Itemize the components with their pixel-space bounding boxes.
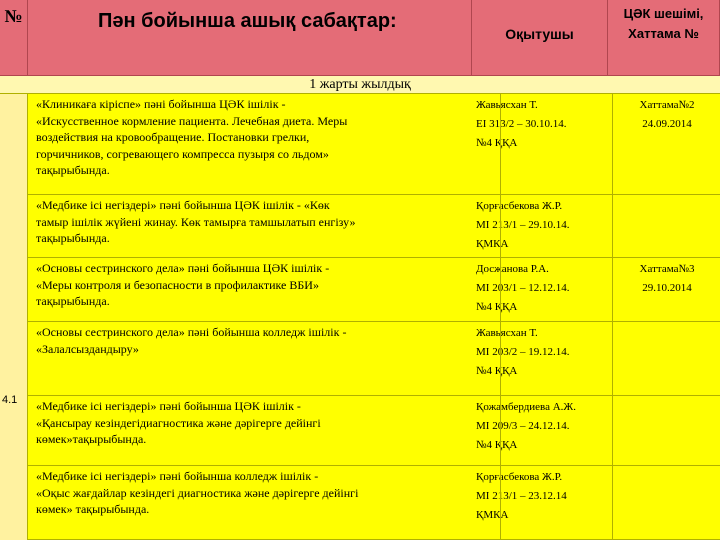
teacher-cell-line: №4 ҚҚА	[476, 137, 518, 149]
lesson-cell-line: тақырыбында.	[36, 231, 110, 245]
lesson-cell-line: тақырыбында.	[36, 163, 110, 177]
header-number: №	[0, 0, 28, 76]
lesson-cell-line: «Искусственное кормление пациента. Лечебная диета. Меры	[36, 113, 348, 128]
decision-cell-line: 24.09.2014	[642, 118, 692, 130]
lesson-cell	[36, 197, 468, 247]
table-row	[28, 466, 720, 540]
decision-cell	[614, 96, 720, 134]
teacher-cell	[476, 96, 606, 153]
header-lessons: Пән бойынша ашық сабақтар:	[28, 0, 472, 76]
lesson-cell	[36, 324, 468, 357]
semester-label: 1 жарты жылдық	[0, 76, 720, 94]
decision-cell-line: Хаттама№2	[639, 99, 695, 111]
lesson-cell	[36, 96, 468, 179]
teacher-cell-line: ҚМКА	[476, 509, 509, 521]
lesson-cell-line: «Медбике ісі негіздері» пәні бойынша колледж ішілік -	[36, 469, 319, 483]
number-column	[0, 94, 28, 540]
table-row	[28, 322, 720, 396]
teacher-cell-line: Қорғасбекова Ж.Р.	[476, 200, 563, 212]
decision-cell-line: 29.10.2014	[642, 282, 692, 294]
lesson-cell-line: тамыр ішілік жүйені жинау. Көк тамырға тамшылатып енгізу»	[36, 214, 356, 229]
decision-cell-line: Хаттама№3	[639, 263, 695, 275]
lesson-cell	[36, 468, 468, 518]
divider-teacher	[500, 94, 501, 540]
lesson-cell-line: көмек» тақырыбында.	[36, 502, 150, 516]
header-decision	[608, 0, 720, 76]
lesson-cell-line: «Клиникаға кіріспе» пәні бойынша ЦӘК ішілік -	[36, 97, 286, 111]
lesson-cell-line: «Меры контроля и безопасности в профилактике ВБИ»	[36, 277, 319, 292]
teacher-cell	[476, 398, 606, 455]
lesson-cell	[36, 260, 468, 310]
header-teacher: Оқытушы	[472, 0, 608, 76]
lesson-cell	[36, 398, 468, 448]
teacher-cell-line: №4 ҚҚА	[476, 365, 518, 377]
lesson-cell-line: көмек»тақырыбында.	[36, 432, 147, 446]
teacher-cell-line: Қорғасбекова Ж.Р.	[476, 471, 563, 483]
teacher-cell-line: Жавьясхан Т.	[476, 99, 538, 111]
header-decision-line2: Хаттама №	[628, 26, 699, 41]
teacher-cell-line: Қожамбердиева А.Ж.	[476, 401, 577, 413]
table-row	[28, 258, 720, 322]
lesson-cell-line: «Қансырау кезіндегідиагностика және дәрігерге дейінгі	[36, 415, 321, 430]
lesson-cell-line: «Залалсыздандыру»	[36, 341, 139, 356]
teacher-cell-line: МІ 213/1 – 29.10.14.	[476, 219, 570, 231]
teacher-cell-line: №4 ҚҚА	[476, 301, 518, 313]
teacher-cell	[476, 197, 606, 254]
row-number: 4.1	[2, 394, 18, 406]
divider-decision	[612, 94, 613, 540]
teacher-cell-line: ҚМКА	[476, 238, 509, 250]
lesson-cell-line: «Медбике ісі негіздері» пәні бойынша ЦӘК ішілік - «Көк	[36, 198, 330, 212]
teacher-cell-line: Досжанова Р.А.	[476, 263, 549, 275]
lesson-cell-line: горчичников, согревающего компресса пузыря со льдом»	[36, 146, 329, 161]
teacher-cell	[476, 468, 606, 525]
teacher-cell-line: МІ 209/3 – 24.12.14.	[476, 420, 570, 432]
header-decision-line1: ЦӘК шешімі,	[623, 6, 704, 21]
lesson-cell-line: «Медбике ісі негіздері» пәні бойынша ЦӘК ішілік -	[36, 399, 301, 413]
lesson-cell-line: воздействия на кровообращение. Постановки грелки,	[36, 130, 310, 144]
lesson-cell-line: тақырыбында.	[36, 294, 110, 308]
lesson-cell-line: «Основы сестринского дела» пәні бойынша колледж ішілік -	[36, 325, 347, 339]
teacher-cell	[476, 260, 606, 317]
lesson-cell-line: «Основы сестринского дела» пәні бойынша ЦӘК ішілік -	[36, 261, 330, 275]
teacher-cell-line: МІ 203/2 – 19.12.14.	[476, 346, 570, 358]
table-row	[28, 396, 720, 466]
teacher-cell-line: ЕІ 313/2 – 30.10.14.	[476, 118, 567, 130]
table-row	[28, 195, 720, 258]
teacher-cell-line: Жавьясхан Т.	[476, 327, 538, 339]
teacher-cell-line: МІ 213/1 – 23.12.14	[476, 490, 567, 502]
lesson-cell-line: «Оқыс жағдайлар кезіндегі диагностика және дәрігерге дейінгі	[36, 485, 359, 500]
decision-cell	[614, 260, 720, 298]
teacher-cell-line: МІ 203/1 – 12.12.14.	[476, 282, 570, 294]
teacher-cell	[476, 324, 606, 381]
teacher-cell-line: №4 ҚҚА	[476, 439, 518, 451]
table-row	[28, 94, 720, 195]
